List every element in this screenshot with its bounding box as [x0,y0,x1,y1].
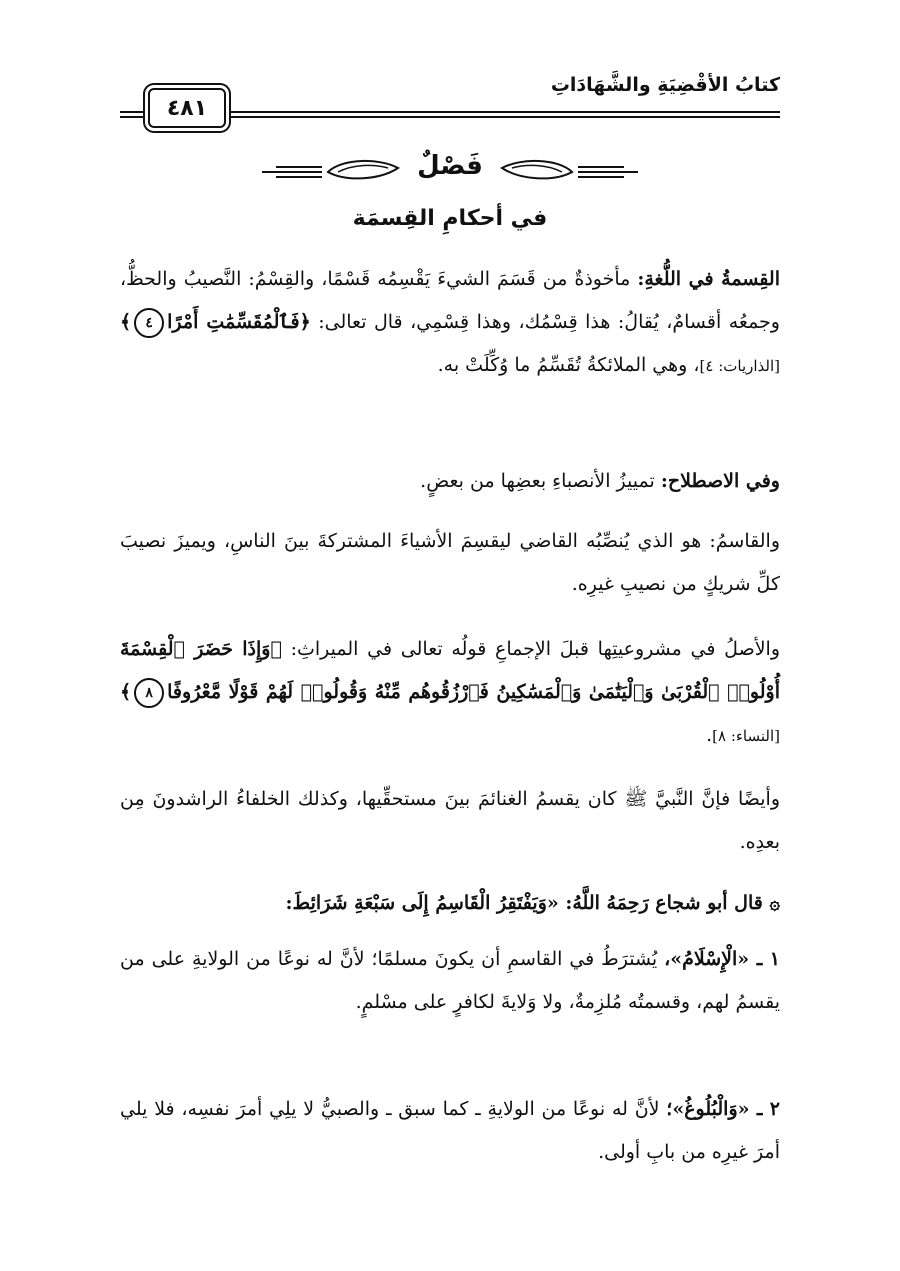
verse-reference: [النساء: ٨] [712,727,780,745]
paragraph-text: والأصلُ في مشروعيتِها قبلَ الإجماعِ قولُه تعالى في الميراثِ: [281,638,780,660]
verse-reference: [الذاريات: ٤] [699,357,780,375]
paragraph-condition-puberty [120,1088,780,1174]
section-title: فَصْلٌ [417,151,483,181]
condition-label: ١ ـ «الْإِسْلَامُ»، [664,948,780,970]
paragraph-condition-islam [120,938,780,1024]
paragraph-matn-quote [120,882,780,925]
quran-verse: ﴿وَإِذَا حَضَرَ ٱلْقِسْمَةَ أُوْلُوا۟ ٱلْقُرْبَىٰ وَٱلْيَتَٰمَىٰ وَٱلْمَسَٰكِينُ فَٱرْزُقُوهُم مِّنْهُ وَقُولُوا۟ لَهُمْ قَوْلًا مَّعْرُوفًا [120,638,780,703]
paragraph-legitimacy [120,628,780,758]
ayah-number-icon: ٨ [134,678,164,708]
paragraph-text: مأخوذةٌ من قَسَمَ الشيءَ يَقْسِمُه قَسْمًا، والقِسْمُ: النَّصيبُ والحظُّ، وجمعُه أقسامٌ، يُقالُ: هذا قِسْمُك، وهذا قِسْمِي، قال تعالى: [120,268,780,333]
paragraph-prophetic-practice [120,778,780,864]
right-ornament-icon [498,156,638,186]
paragraph-text: ، وهي الملائكةُ تُقَسِّمُ ما وُكِّلَتْ به. [437,354,700,376]
paragraph-text: يُشترَطُ في القاسمِ أن يكونَ مسلمًا؛ لأنَّ له نوعًا من الولايةِ على من يقسمُ لهم، وقسمتُه مُلزِمةٌ، ولا وَلايةَ لكافرٍ على مسْلمٍ. [120,948,780,1013]
flower-icon: ۞ [769,893,780,914]
paragraph-text: وأيضًا فإنَّ النَّبيَّ ﷺ كان يقسمُ الغنائمَ بينَ مستحقِّيها، وكذلك الخلفاءُ الراشدونَ مِن بعدِه. [120,788,780,853]
term-technical: وفي الاصطلاح: [660,470,780,492]
running-header: كتابُ الأقْضِيَةِ والشَّهَادَاتِ [550,74,780,96]
paragraph-text: لأنَّ له نوعًا من الولايةِ ـ كما سبق ـ والصبيُّ لا يلِي أمرَ نفسِه، فلا يلي أمرَ غيرِه من بابِ أولى. [120,1098,780,1163]
ayah-number-icon: ٤ [134,308,164,338]
paragraph-text: . [706,724,713,746]
page-number: ٤٨١ [148,88,226,128]
matn-text: قال أبو شجاع رَحِمَهُ اللَّهُ: «وَيَفْتَقِرُ الْقَاسِمُ إِلَى سَبْعَةِ شَرَائِطَ: [285,892,770,914]
left-ornament-icon [262,156,402,186]
paragraph-text: تمييزُ الأنصباءِ بعضِها من بعضٍ. [420,470,661,492]
quran-verse-close: ﴾ [120,311,132,333]
paragraph-text: والقاسمُ: هو الذي يُنصِّبُه القاضي ليقسِمَ الأشياءَ المشتركةَ بينَ الناسِ، ويميزَ نصيبَ كلِّ شريكٍ من نصيبِ غيرِه. [120,530,780,595]
quran-verse-close: ﴾ [120,681,132,703]
quran-verse: ﴿فَٱلْمُقَسِّمَٰتِ أَمْرًا [167,311,311,333]
condition-label: ٢ ـ «وَالْبُلُوغُ»؛ [666,1098,780,1120]
paragraph-definition-linguistic [120,258,780,388]
paragraph-divider-definition [120,520,780,606]
section-subtitle: في أحكامِ القِسمَة [352,206,548,231]
paragraph-definition-technical [120,460,780,503]
term-linguistic: القِسمةُ في اللُّغةِ: [637,268,780,290]
